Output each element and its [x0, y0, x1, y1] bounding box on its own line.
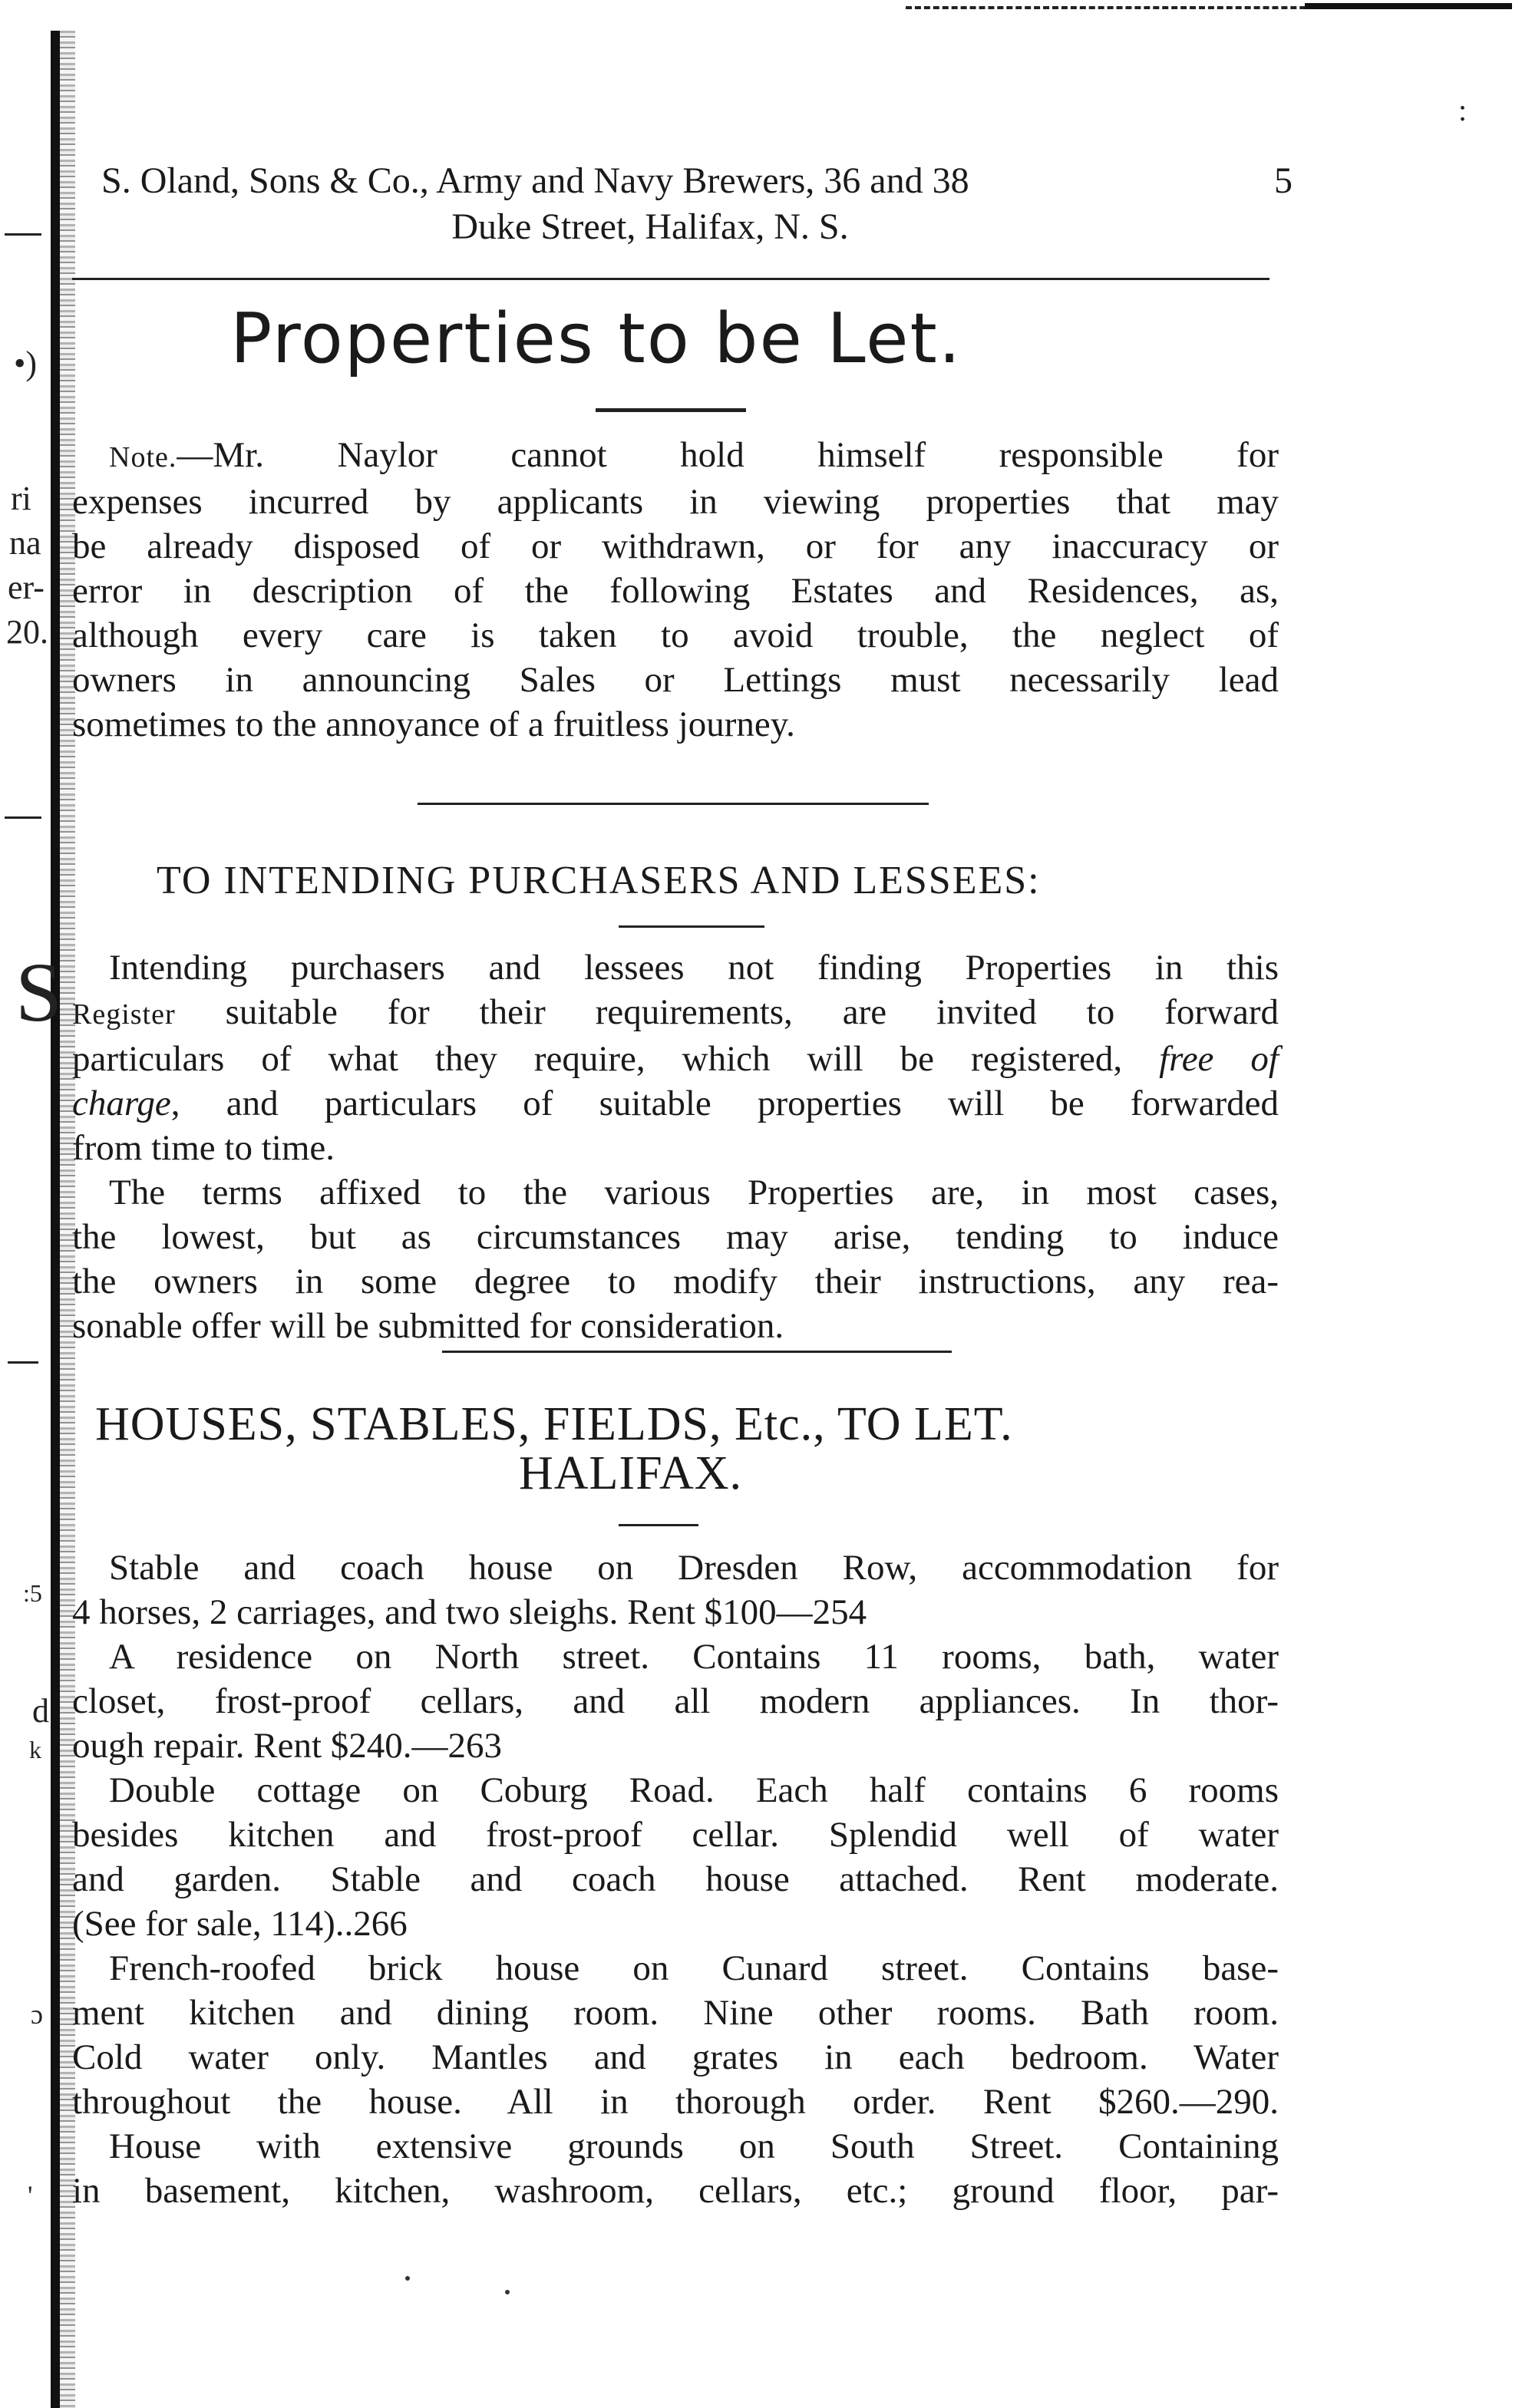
margin-fragment: d: [32, 1692, 49, 1730]
note-line: [72, 433, 1279, 480]
listing-line: in basement, kitchen, washroom, cellars, etc.; ground floor, par-: [72, 2171, 1279, 2211]
advertiser-line-2: Duke Street, Halifax, N. S.: [451, 206, 849, 247]
listing-line: Cold water only. Mantles and grates in each bedroom. Water: [72, 2037, 1279, 2077]
halifax-heading: HALIFAX.: [519, 1447, 742, 1499]
margin-fragment: S: [15, 945, 63, 1039]
advertiser-line-1: S. Oland, Sons & Co., Army and Navy Brewers, 36 and 38: [101, 160, 969, 201]
margin-fragment: na: [9, 524, 41, 562]
purchasers-line-text: particulars of what they require, which will be registered,: [72, 1039, 1160, 1079]
register-word: Register: [72, 998, 176, 1031]
note-line: although every care is taken to avoid trouble, the neglect of: [72, 615, 1279, 655]
houses-heading: HOUSES, STABLES, FIELDS, Etc., TO LET.: [95, 1398, 1013, 1450]
purchasers-line: [72, 1037, 1279, 1081]
note-line: owners in announcing Sales or Lettings must necessarily lead: [72, 660, 1279, 700]
heading-underline: [619, 1524, 698, 1526]
margin-fragment: ': [28, 2180, 33, 2211]
binding-edge: [51, 31, 60, 2408]
page-number: 5: [1274, 160, 1293, 201]
note-line: expenses incurred by applicants in viewing properties that may: [72, 482, 1279, 522]
page-title: Properties to be Let.: [230, 299, 962, 379]
listing-line: throughout the house. All in thorough order. Rent $260.—290.: [72, 2082, 1279, 2122]
purchasers-line-text: suitable for their requirements, are invited to forward: [175, 992, 1279, 1032]
margin-tick: [5, 233, 41, 236]
terms-line: sonable offer will be submitted for consideration.: [72, 1306, 784, 1346]
note-paragraph: [72, 433, 1279, 747]
terms-line: The terms affixed to the various Properties are, in most cases,: [109, 1173, 1279, 1212]
top-edge-bar: [1305, 3, 1512, 9]
margin-fragment: •): [14, 345, 38, 382]
purchasers-line-text: , and particulars of suitable properties will be forwarded: [170, 1084, 1279, 1123]
listing-line: ment kitchen and dining room. Nine other rooms. Bath room.: [72, 1993, 1279, 2033]
purchasers-line: from time to time.: [72, 1128, 335, 1168]
margin-tick: [8, 1361, 38, 1364]
purchasers-line: [72, 990, 1279, 1037]
listing-line: and garden. Stable and coach house attached. Rent moderate.: [72, 1859, 1279, 1899]
section-rule: [418, 803, 929, 805]
note-label: Note.: [109, 441, 177, 473]
listing-line: (See for sale, 114)..266: [72, 1904, 408, 1944]
terms-line: the owners in some degree to modify their instructions, any rea-: [72, 1262, 1279, 1301]
margin-tick: [5, 816, 41, 819]
margin-fragment: ɔ: [31, 1999, 43, 2030]
margin-fragment: :5: [23, 1579, 42, 1607]
listing-line: French-roofed brick house on Cunard street. Contains base-: [109, 1948, 1279, 1988]
listings: [72, 1545, 1279, 2213]
charge-italic: charge: [72, 1084, 171, 1123]
terms-line: the lowest, but as circumstances may arise, tending to induce: [72, 1217, 1279, 1257]
scan-speck: [405, 2276, 410, 2281]
margin-fragment: ri: [11, 480, 31, 517]
note-line-text: —Mr. Naylor cannot hold himself responsible for: [177, 435, 1279, 475]
heading-underline: [619, 925, 764, 928]
note-line: error in description of the following Estates and Residences, as,: [72, 571, 1279, 611]
header-rule: [72, 278, 1269, 280]
purchasers-line: [72, 1081, 1279, 1126]
advertiser-block: [101, 158, 1293, 250]
scan-speck: [505, 2290, 510, 2294]
margin-fragment: :: [1458, 93, 1468, 127]
listing-line: 4 horses, 2 carriages, and two sleighs. Rent $100—254: [72, 1592, 867, 1632]
free-of-italic: free of: [1159, 1039, 1279, 1079]
listing-line: House with extensive grounds on South Street. Containing: [109, 2126, 1279, 2166]
title-underline: [596, 408, 746, 412]
note-line: be already disposed of or withdrawn, or for any inaccuracy or: [72, 526, 1279, 566]
listing-line: A residence on North street. Contains 11 rooms, bath, water: [109, 1637, 1279, 1677]
note-line: sometimes to the annoyance of a fruitless journey.: [72, 704, 795, 744]
listing-line: besides kitchen and frost-proof cellar. Splendid well of water: [72, 1815, 1279, 1855]
purchasers-heading: TO INTENDING PURCHASERS AND LESSEES:: [157, 859, 1041, 902]
purchasers-paragraph: [72, 945, 1279, 1348]
margin-fragment: k: [29, 1736, 41, 1763]
listing-line: ough repair. Rent $240.—263: [72, 1726, 503, 1766]
listing-line: Double cottage on Coburg Road. Each half contains 6 rooms: [109, 1770, 1279, 1810]
listing-line: Stable and coach house on Dresden Row, accommodation for: [109, 1548, 1279, 1588]
listing-line: closet, frost-proof cellars, and all modern appliances. In thor-: [72, 1681, 1279, 1721]
margin-fragment: er-: [8, 569, 45, 606]
purchasers-line: Intending purchasers and lessees not finding Properties in this: [109, 948, 1279, 988]
section-rule: [442, 1351, 952, 1353]
margin-fragment: 20.: [6, 613, 48, 651]
